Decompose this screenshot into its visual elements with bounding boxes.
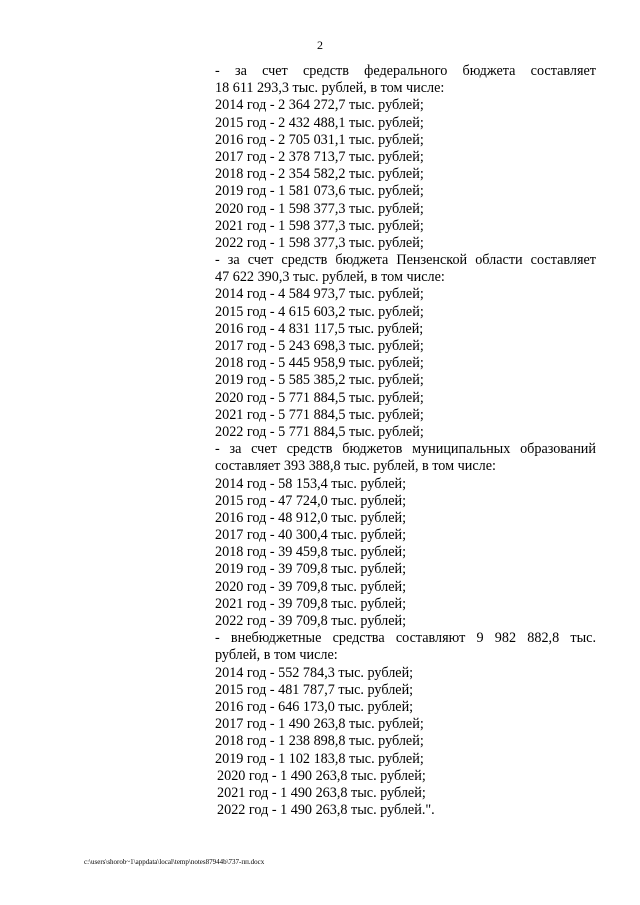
- list-item: 2017 год - 2 378 713,7 тыс. рублей;: [215, 148, 424, 165]
- section-heading-line: 47 622 390,3 тыс. рублей, в том числе:: [215, 269, 445, 286]
- section-heading-line: 18 611 293,3 тыс. рублей, в том числе:: [215, 80, 445, 97]
- list-item: 2022 год - 1 598 377,3 тыс. рублей;: [215, 234, 424, 251]
- list-item: 2015 год - 47 724,0 тыс. рублей;: [215, 492, 407, 509]
- section-municipal-budgets: [215, 441, 596, 630]
- section-heading-line: - за счет средств федерального бюджета составляет: [215, 63, 596, 79]
- page-number: 2: [317, 38, 323, 52]
- section-federal-budget: [215, 63, 596, 252]
- list-item: 2016 год - 48 912,0 тыс. рублей;: [215, 509, 407, 526]
- list-item: 2016 год - 646 173,0 тыс. рублей;: [215, 698, 414, 715]
- list-item: 2014 год - 552 784,3 тыс. рублей;: [215, 664, 414, 681]
- list-item: 2022 год - 1 490 263,8 тыс. рублей.".: [217, 802, 435, 819]
- section-heading-line: составляет 393 388,8 тыс. рублей, в том числе:: [215, 458, 496, 475]
- list-item: 2019 год - 39 709,8 тыс. рублей;: [215, 561, 407, 578]
- list-item: 2021 год - 1 598 377,3 тыс. рублей;: [215, 217, 424, 234]
- footer-file-path: c:\users\shorob~1\appdata\local\temp\notes87944b\737-пп.docx: [84, 858, 265, 866]
- section-extrabudgetary-funds: [215, 630, 596, 819]
- list-item: 2018 год - 2 354 582,2 тыс. рублей;: [215, 166, 424, 183]
- list-item: 2014 год - 58 153,4 тыс. рублей;: [215, 475, 407, 492]
- section-heading-line: - за счет средств бюджетов муниципальных образований: [215, 441, 596, 458]
- list-item: 2014 год - 2 364 272,7 тыс. рублей;: [215, 97, 424, 114]
- list-item: 2020 год - 39 709,8 тыс. рублей;: [215, 578, 407, 595]
- list-item: 2015 год - 4 615 603,2 тыс. рублей;: [215, 303, 424, 320]
- list-item: 2015 год - 2 432 488,1 тыс. рублей;: [215, 114, 424, 131]
- section-heading-line: - внебюджетные средства составляют 9 982 882,8 тыс.: [215, 630, 596, 647]
- list-item: 2019 год - 5 585 385,2 тыс. рублей;: [215, 372, 424, 389]
- list-item: 2021 год - 5 771 884,5 тыс. рублей;: [215, 406, 424, 423]
- document-body: [215, 63, 596, 819]
- list-item: 2021 год - 39 709,8 тыс. рублей;: [215, 595, 407, 612]
- list-item: 2019 год - 1 102 183,8 тыс. рублей;: [215, 750, 424, 767]
- list-item: 2021 год - 1 490 263,8 тыс. рублей;: [217, 784, 426, 801]
- section-heading-line: - за счет средств бюджета Пензенской области составляет: [215, 252, 596, 269]
- list-item: 2018 год - 1 238 898,8 тыс. рублей;: [215, 733, 424, 750]
- list-item: 2022 год - 5 771 884,5 тыс. рублей;: [215, 423, 424, 440]
- list-item: 2020 год - 1 598 377,3 тыс. рублей;: [215, 200, 424, 217]
- list-item: 2014 год - 4 584 973,7 тыс. рублей;: [215, 286, 424, 303]
- section-regional-budget: [215, 252, 596, 441]
- list-item: 2020 год - 1 490 263,8 тыс. рублей;: [217, 767, 426, 784]
- list-item: 2017 год - 40 300,4 тыс. рублей;: [215, 527, 407, 544]
- list-item: 2018 год - 5 445 958,9 тыс. рублей;: [215, 355, 424, 372]
- list-item: 2017 год - 5 243 698,3 тыс. рублей;: [215, 338, 424, 354]
- list-item: 2017 год - 1 490 263,8 тыс. рублей;: [215, 716, 424, 733]
- list-item: 2022 год - 39 709,8 тыс. рублей;: [215, 613, 407, 629]
- list-item: 2015 год - 481 787,7 тыс. рублей;: [215, 681, 414, 698]
- list-item: 2016 год - 2 705 031,1 тыс. рублей;: [215, 131, 424, 148]
- list-item: 2018 год - 39 459,8 тыс. рублей;: [215, 544, 407, 561]
- list-item: 2019 год - 1 581 073,6 тыс. рублей;: [215, 183, 424, 200]
- section-heading-line: рублей, в том числе:: [215, 647, 338, 664]
- list-item: 2020 год - 5 771 884,5 тыс. рублей;: [215, 389, 424, 406]
- list-item: 2016 год - 4 831 117,5 тыс. рублей;: [215, 320, 424, 337]
